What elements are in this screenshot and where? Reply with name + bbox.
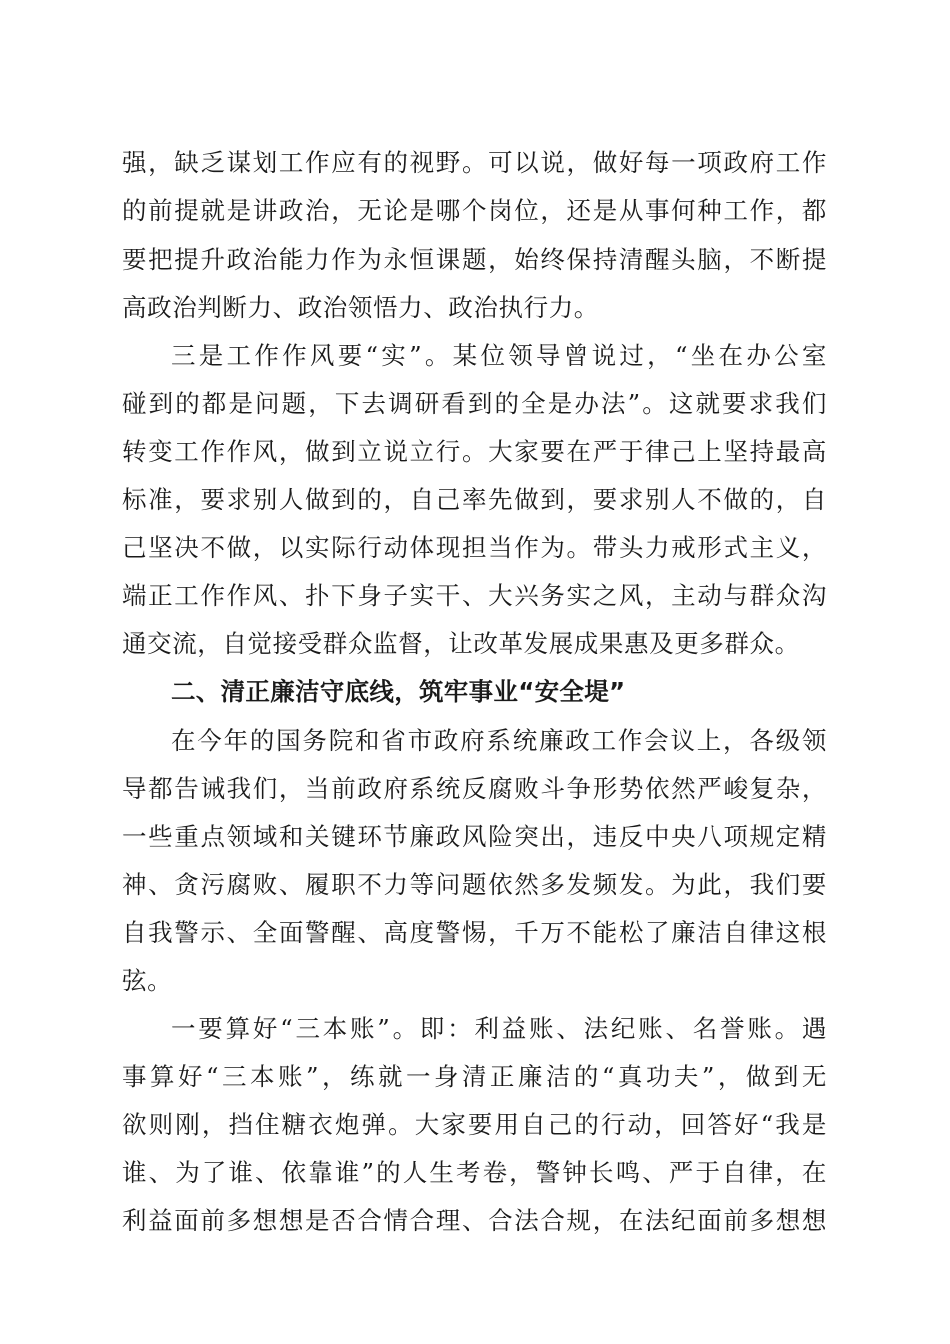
body-text-line: 转变工作作风，做到立说立行。大家要在严于律己上坚持最高 bbox=[122, 437, 827, 466]
body-text-line: 通交流，自觉接受群众监督，让改革发展成果惠及更多群众。 bbox=[122, 629, 800, 658]
body-text-line: 导都告诫我们，当前政府系统反腐败斗争形势依然严峻复杂， bbox=[122, 774, 827, 803]
body-text-line: 碰到的都是问题，下去调研看到的全是办法”。这就要求我们 bbox=[122, 389, 827, 418]
paragraph-start-line: 一要算好“三本账”。即：利益账、法纪账、名誉账。遇 bbox=[171, 1014, 827, 1043]
body-text-line: 强，缺乏谋划工作应有的视野。可以说，做好每一项政府工作 bbox=[122, 148, 827, 177]
body-text-line: 谁、为了谁、依靠谁”的人生考卷，警钟长鸣、严于自律，在 bbox=[122, 1158, 827, 1187]
body-text-line: 事算好“三本账”，练就一身清正廉洁的“真功夫”，做到无 bbox=[122, 1062, 827, 1091]
body-text-line: 要把提升政治能力作为永恒课题，始终保持清醒头脑，不断提 bbox=[122, 245, 827, 274]
section-heading: 二、清正廉洁守底线，筑牢事业“安全堤” bbox=[171, 677, 626, 706]
body-text-line: 标准，要求别人做到的，自己率先做到，要求别人不做的，自 bbox=[122, 485, 827, 514]
body-text-line: 神、贪污腐败、履职不力等问题依然多发频发。为此，我们要 bbox=[122, 870, 827, 899]
body-text-line: 端正工作作风、扑下身子实干、大兴务实之风，主动与群众沟 bbox=[122, 581, 827, 610]
body-text-line: 高政治判断力、政治领悟力、政治执行力。 bbox=[122, 293, 599, 322]
body-text-line: 自我警示、全面警醒、高度警惕，千万不能松了廉洁自律这根 bbox=[122, 918, 827, 947]
body-text-line: 己坚决不做，以实际行动体现担当作为。带头力戒形式主义， bbox=[122, 533, 827, 562]
body-text-line: 的前提就是讲政治，无论是哪个岗位，还是从事何种工作，都 bbox=[122, 196, 827, 225]
body-text-line: 利益面前多想想是否合情合理、合法合规，在法纪面前多想想 bbox=[122, 1206, 827, 1235]
paragraph-start-line: 三是工作作风要“实”。某位领导曾说过，“坐在办公室 bbox=[171, 341, 827, 370]
body-text-line: 一些重点领域和关键环节廉政风险突出，违反中央八项规定精 bbox=[122, 822, 827, 851]
body-text-line: 弦。 bbox=[122, 966, 173, 995]
paragraph-start-line: 在今年的国务院和省市政府系统廉政工作会议上，各级领 bbox=[171, 726, 827, 755]
body-text-line: 欲则刚，挡住糖衣炮弹。大家要用自己的行动，回答好“我是 bbox=[122, 1110, 827, 1139]
